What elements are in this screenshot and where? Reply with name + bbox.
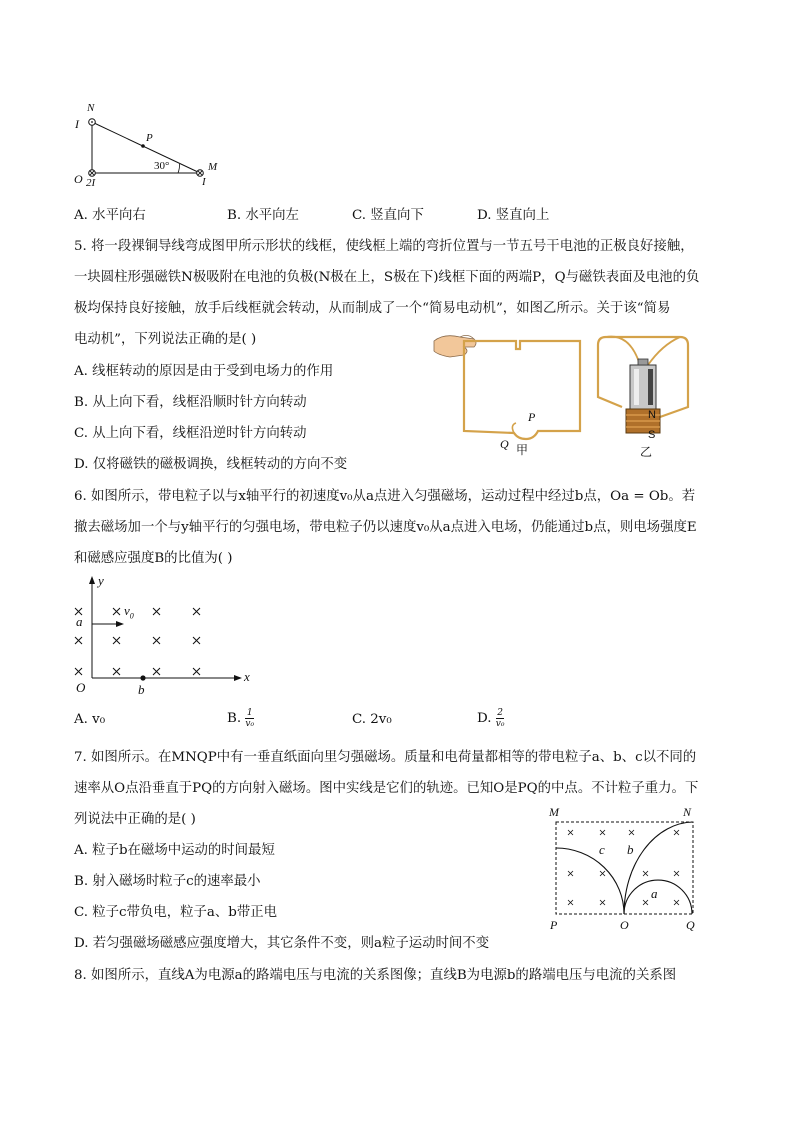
q7-label-c: c: [599, 842, 605, 857]
q7-option-d[interactable]: D. 若匀强磁场磁感应强度增大，其它条件不变，则a粒子运动时间不变: [74, 936, 490, 951]
q7-label-O: O: [620, 918, 629, 932]
q7-label-P: P: [550, 918, 558, 932]
q6-option-d[interactable]: D. $\frac{2}{\text{v₀}}$: [477, 708, 505, 729]
q6-label-b: b: [138, 682, 145, 697]
q4-label-2I: 2I: [86, 177, 96, 189]
q5-stem-line4: 电动机”，下列说法正确的是( ): [74, 332, 257, 347]
q8-stem-line1: 8. 如图所示，直线A为电源a的路端电压与电流的关系图像；直线B为电源b的路端电压与电流的关系图: [74, 968, 677, 983]
q4-label-P: P: [146, 132, 153, 144]
q7-stem-line2: 速率从O点沿垂直于PQ的方向射入磁场。图中实线是它们的轨迹。已知O是PQ的中点。不计粒子重力。下: [74, 781, 699, 796]
q5-label-S: S: [648, 429, 656, 441]
q6-diagram: [70, 572, 270, 702]
q7-option-c[interactable]: C. 粒子c带负电，粒子a、b带正电: [74, 905, 278, 920]
q5-option-a[interactable]: A. 线框转动的原因是由于受到电场力的作用: [74, 364, 334, 379]
q5-diagram: [430, 325, 700, 465]
q7-label-a: a: [651, 886, 658, 901]
q5-stem-line3: 极均保持良好接触，放手后线框就会转动，从而制成了一个“简易电动机”，如图乙所示。关于该“简易: [74, 301, 671, 316]
q5-stem-line2: 一块圆柱形强磁铁N极吸附在电池的负极(N极在上，S极在下)线框下面的两端P，Q与磁铁表面及电池的负: [74, 270, 700, 285]
q6-stem-line3: 和磁感应强度B的比值为( ): [74, 551, 233, 566]
q7-figure: [545, 802, 705, 934]
q5-option-b[interactable]: B. 从上向下看，线框沿顺时针方向转动: [74, 395, 307, 410]
q4-label-I-top: I: [75, 117, 79, 131]
q4-option-b[interactable]: B. 水平向左: [227, 208, 299, 223]
q4-label-N: N: [87, 102, 95, 114]
q7-stem-line3: 列说法中正确的是( ): [74, 812, 196, 827]
q4-label-I-right: I: [202, 176, 206, 188]
q5-label-N: N: [648, 409, 656, 421]
q6-label-a: a: [76, 614, 83, 629]
q5-label-yi: 乙: [640, 445, 653, 459]
q7-option-b[interactable]: B. 射入磁场时粒子c的速率最小: [74, 874, 261, 889]
q5-option-c[interactable]: C. 从上向下看，线框沿逆时针方向转动: [74, 426, 307, 441]
q4-label-angle: 30°: [154, 160, 170, 172]
q4-option-c[interactable]: C. 竖直向下: [352, 208, 424, 223]
q5-label-jia: 甲: [516, 443, 529, 457]
q5-option-d[interactable]: D. 仅将磁铁的磁极调换，线框转动的方向不变: [74, 457, 348, 472]
q6-option-c[interactable]: C. 2v₀: [352, 712, 392, 727]
q4-option-d[interactable]: D. 竖直向上: [477, 208, 550, 223]
q6-label-O: O: [76, 680, 86, 695]
q4-label-O: O: [74, 172, 83, 186]
q6-option-b[interactable]: B. $\frac{1}{\text{v₀}}$: [227, 708, 255, 729]
q6-option-b-fraction: $\frac{1}{\text{v₀}}$: [245, 708, 255, 729]
q5-stem-line1: 5. 将一段裸铜导线弯成图甲所示形状的线框，使线框上端的弯折位置与一节五号干电池的正极良好接触，: [74, 239, 694, 254]
q6-label-y: y: [98, 573, 104, 588]
q4-label-M: M: [208, 161, 218, 173]
q6-figure: [70, 572, 270, 702]
q6-label-x: x: [244, 669, 250, 684]
q7-label-N: N: [683, 805, 692, 819]
q5-label-Q: Q: [500, 437, 509, 451]
q6-label-v0: $v_0$: [124, 603, 134, 621]
q6-stem-line1: 6. 如图所示，带电粒子以与x轴平行的初速度v₀从a点进入匀强磁场，运动过程中经过b点，Oa = Ob。若: [74, 489, 696, 504]
q6-stem-line2: 撤去磁场加一个与y轴平行的匀强电场，带电粒子仍以速度v₀从a点进入电场，仍能通过b点，则电场强度E: [74, 520, 697, 535]
q4-option-a[interactable]: A. 水平向右: [74, 208, 146, 223]
q7-label-Q: Q: [686, 918, 695, 932]
q7-label-b: b: [627, 842, 634, 857]
q5-figure: [430, 325, 700, 465]
q4-figure: [70, 100, 220, 190]
q6-option-d-fraction: $\frac{2}{\text{v₀}}$: [495, 708, 505, 729]
q7-label-M: M: [549, 805, 559, 819]
q6-option-a[interactable]: A. v₀: [74, 712, 106, 727]
q7-stem-line1: 7. 如图所示。在MNQP中有一垂直纸面向里匀强磁场。质量和电荷量都相等的带电粒子a、b、c以不同的: [74, 750, 697, 765]
q5-label-P: P: [528, 410, 536, 424]
q7-option-a[interactable]: A. 粒子b在磁场中运动的时间最短: [74, 843, 275, 858]
q7-diagram: [545, 802, 705, 934]
